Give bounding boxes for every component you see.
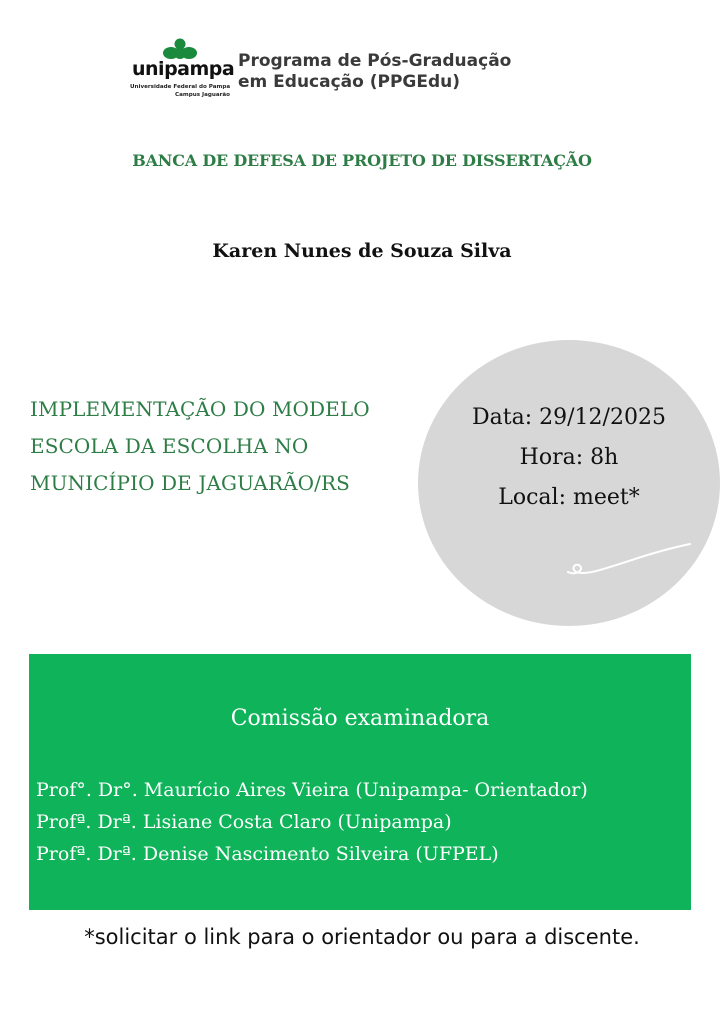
- logo-subtitle: Universidade Federal do Pampa: [130, 84, 231, 90]
- committee-title: Comissão examinadora: [230, 706, 490, 731]
- logo-campus: Campus Jaguarão: [175, 92, 230, 98]
- event-location: Local: meet*: [498, 485, 640, 510]
- event-time: Hora: 8h: [519, 445, 619, 470]
- committee-panel: [29, 654, 691, 910]
- thesis-title: IMPLEMENTAÇÃO DO MODELO ESCOLA DA ESCOLHA NO MUNICÍPIO DE JAGUARÃO/RS: [30, 397, 370, 495]
- program-name: [238, 51, 511, 93]
- footnote: *solicitar o link para o orientador ou para a discente.: [84, 925, 640, 949]
- committee-member: Prof°. Dr°. Maurício Aires Vieira (Unipampa- Orientador): [36, 779, 588, 801]
- header: [130, 34, 530, 110]
- program-line-2: em Educação (PPGEdu): [238, 72, 461, 92]
- program-line-1: Programa de Pós-Graduação: [238, 51, 512, 71]
- committee-member: Profª. Drª. Denise Nascimento Silveira (UFPEL): [36, 843, 499, 865]
- event-date: Data: 29/12/2025: [472, 405, 666, 430]
- logo-wordmark: unipampa: [132, 58, 235, 80]
- committee-member: Profª. Drª. Lisiane Costa Claro (Unipampa): [36, 811, 452, 833]
- unipampa-logo: [130, 34, 235, 110]
- event-info: [418, 398, 720, 518]
- student-name: Karen Nunes de Souza Silva: [212, 240, 512, 262]
- committee-members: [36, 774, 691, 870]
- decorative-swirl-icon: [562, 538, 694, 580]
- banca-title: BANCA DE DEFESA DE PROJETO DE DISSERTAÇÃO: [132, 151, 592, 170]
- logo-leaf-icon: [162, 38, 198, 60]
